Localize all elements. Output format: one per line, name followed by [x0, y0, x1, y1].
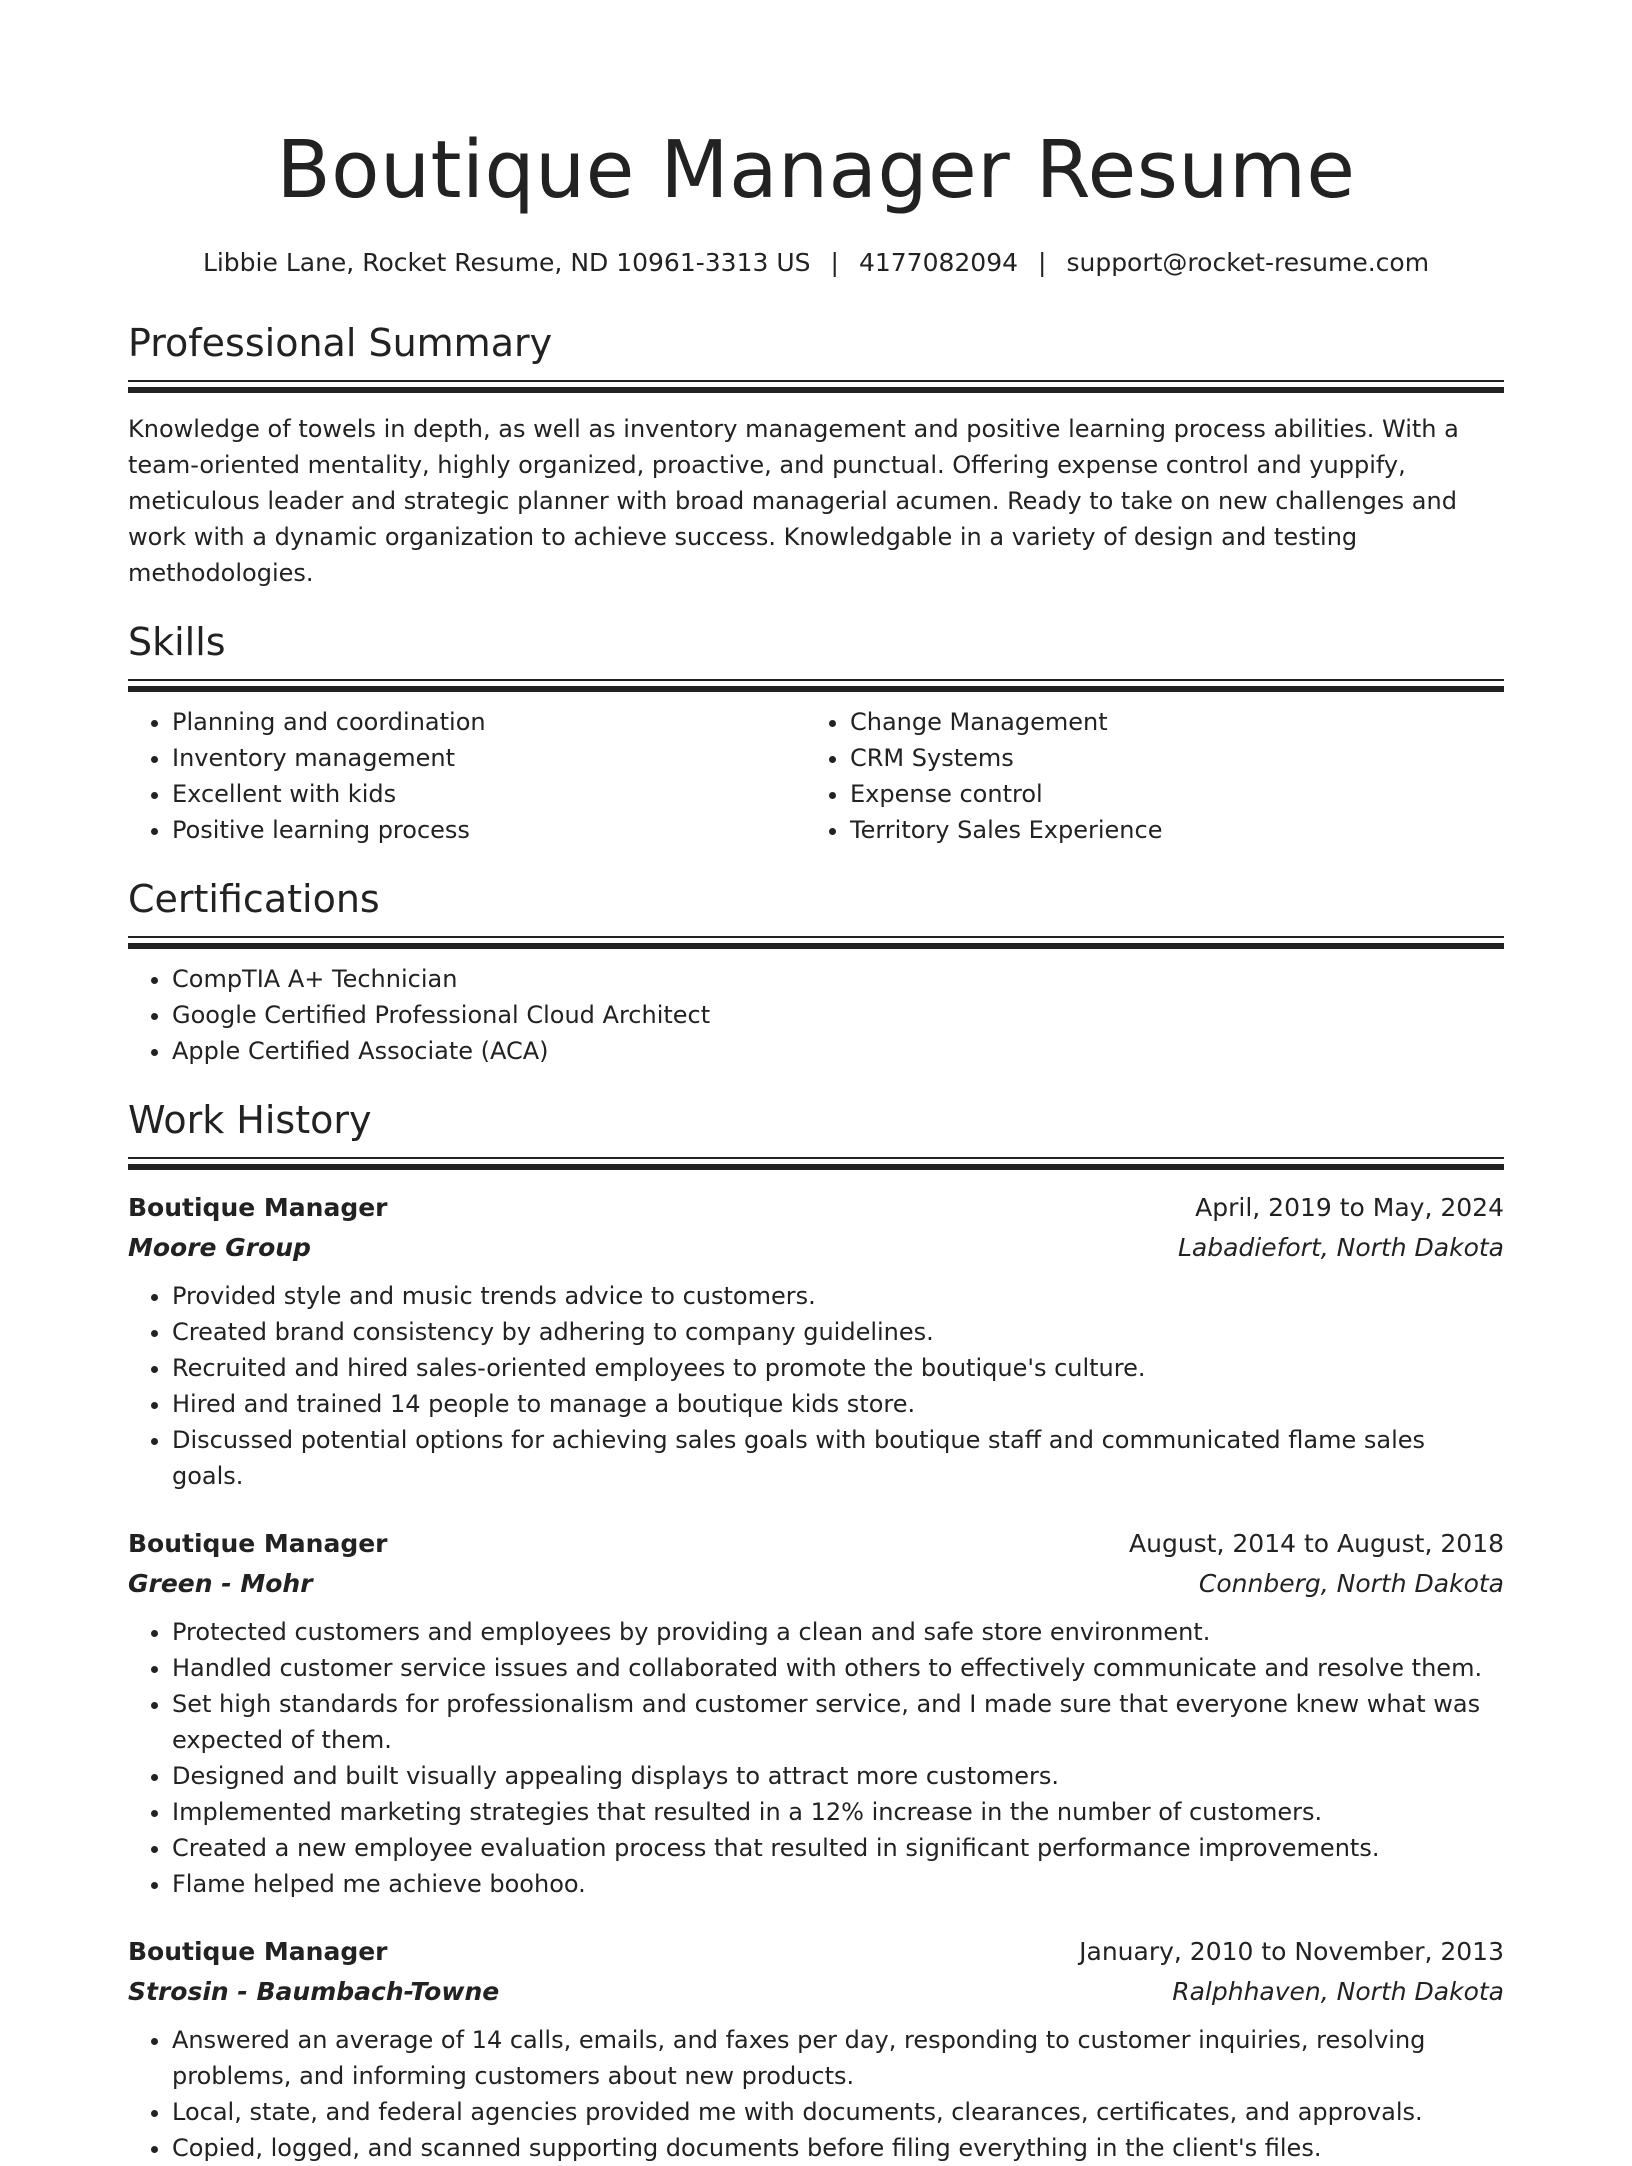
- job-duty-item: • Set high standards for professionalism and customer service, and I made sure that everyone knew what was expected of them.: [172, 1686, 1504, 1758]
- skills-section: [128, 617, 1504, 848]
- skill-item: • Change Management: [850, 704, 1484, 740]
- job-duty-item: • Local, state, and federal agencies provided me with documents, clearances, certificates, and approvals.: [172, 2094, 1504, 2130]
- job-duties-list: [128, 1278, 1504, 1494]
- job-company: Green - Mohr: [128, 1569, 313, 1598]
- job-company-row: [128, 1972, 1504, 2012]
- job-title: Boutique Manager: [128, 1529, 388, 1558]
- job-title: Boutique Manager: [128, 1937, 388, 1966]
- certification-item: • Apple Certified Associate (ACA): [172, 1033, 1504, 1069]
- job-duties-list: [128, 1614, 1504, 1902]
- job-duty-item: • Protected customers and employees by providing a clean and safe store environment.: [172, 1614, 1504, 1650]
- job-location: Connberg, North Dakota: [1198, 1569, 1504, 1598]
- section-divider: [128, 380, 1504, 393]
- job-entry: [128, 1188, 1504, 1494]
- job-duty-item: • Copied, logged, and scanned supporting documents before filing everything in the client's files.: [172, 2130, 1504, 2166]
- contact-separator: |: [1038, 248, 1047, 277]
- job-duty-item: • Provided style and music trends advice to customers.: [172, 1278, 1504, 1314]
- contact-separator: |: [830, 248, 839, 277]
- job-company-row: [128, 1564, 1504, 1604]
- job-duty-item: • Discussed potential options for achieving sales goals with boutique staff and communicated flame sales goals.: [172, 1422, 1504, 1494]
- job-duty-item: • Handled customer service issues and collaborated with others to effectively communicate and resolve them.: [172, 1650, 1504, 1686]
- skill-item: • Inventory management: [172, 740, 806, 776]
- section-heading-certifications: Certifications: [128, 877, 380, 921]
- section-divider: [128, 1157, 1504, 1170]
- skills-grid: [128, 704, 1504, 848]
- contact-line: [128, 246, 1504, 280]
- summary-text: Knowledge of towels in depth, as well as inventory management and positive learning process abilities. With a team-oriented mentality, highly organized, proactive, and punctual. Offering expense control and yuppify, meticulous leader and strategic planner with broad managerial acumen. Ready to take on new challenges and work with a dynamic organization to achieve success. Knowledgable in a variety of design and testing methodologies.: [128, 415, 1459, 587]
- job-duty-item: • Flame helped me achieve boohoo.: [172, 1866, 1504, 1902]
- job-dates: August, 2014 to August, 2018: [1129, 1529, 1504, 1558]
- job-header-row: [128, 1932, 1504, 1972]
- work-history-section: [128, 1095, 1504, 2166]
- contact-email: support@rocket-resume.com: [1066, 248, 1430, 277]
- job-duty-item: • Hired and trained 14 people to manage a boutique kids store.: [172, 1386, 1504, 1422]
- job-duty-item: • Created a new employee evaluation process that resulted in significant performance improvements.: [172, 1830, 1504, 1866]
- job-location: Labadiefort, North Dakota: [1177, 1233, 1504, 1262]
- resume-title: Boutique Manager Resume: [276, 124, 1356, 216]
- skill-item: • Positive learning process: [172, 812, 806, 848]
- section-divider: [128, 679, 1504, 692]
- job-company: Moore Group: [128, 1233, 311, 1262]
- job-dates: April, 2019 to May, 2024: [1195, 1193, 1504, 1222]
- job-location: Ralphhaven, North Dakota: [1172, 1977, 1504, 2006]
- certifications-section: [128, 874, 1504, 1069]
- job-dates: January, 2010 to November, 2013: [1079, 1937, 1504, 1966]
- contact-address: Libbie Lane, Rocket Resume, ND 10961-3313 US: [202, 248, 811, 277]
- skill-item: • Territory Sales Experience: [850, 812, 1484, 848]
- section-heading-skills: Skills: [128, 620, 226, 664]
- skills-list-right: [806, 704, 1484, 848]
- job-duty-item: • Designed and built visually appealing displays to attract more customers.: [172, 1758, 1504, 1794]
- job-duty-item: • Created brand consistency by adhering to company guidelines.: [172, 1314, 1504, 1350]
- section-heading-work-history: Work History: [128, 1098, 372, 1142]
- job-duty-item: • Recruited and hired sales-oriented employees to promote the boutique's culture.: [172, 1350, 1504, 1386]
- certifications-list: [128, 961, 1504, 1069]
- skills-list-left: [128, 704, 806, 848]
- skill-item: • CRM Systems: [850, 740, 1484, 776]
- job-company-row: [128, 1228, 1504, 1268]
- skill-item: • Excellent with kids: [172, 776, 806, 812]
- section-heading-summary: Professional Summary: [128, 321, 553, 365]
- skill-item: • Planning and coordination: [172, 704, 806, 740]
- section-divider: [128, 936, 1504, 949]
- job-entry: [128, 1524, 1504, 1902]
- job-header-row: [128, 1188, 1504, 1228]
- job-header-row: [128, 1524, 1504, 1564]
- job-entry: [128, 1932, 1504, 2166]
- job-duty-item: • Answered an average of 14 calls, emails, and faxes per day, responding to customer inquiries, resolving problems, and informing customers about new products.: [172, 2022, 1504, 2094]
- job-title: Boutique Manager: [128, 1193, 388, 1222]
- contact-phone: 4177082094: [858, 248, 1019, 277]
- certification-item: • Google Certified Professional Cloud Architect: [172, 997, 1504, 1033]
- job-duty-item: • Implemented marketing strategies that resulted in a 12% increase in the number of customers.: [172, 1794, 1504, 1830]
- certification-item: • CompTIA A+ Technician: [172, 961, 1504, 997]
- job-company: Strosin - Baumbach-Towne: [128, 1977, 500, 2006]
- job-duties-list: [128, 2022, 1504, 2166]
- summary-section: [128, 318, 1504, 591]
- skill-item: • Expense control: [850, 776, 1484, 812]
